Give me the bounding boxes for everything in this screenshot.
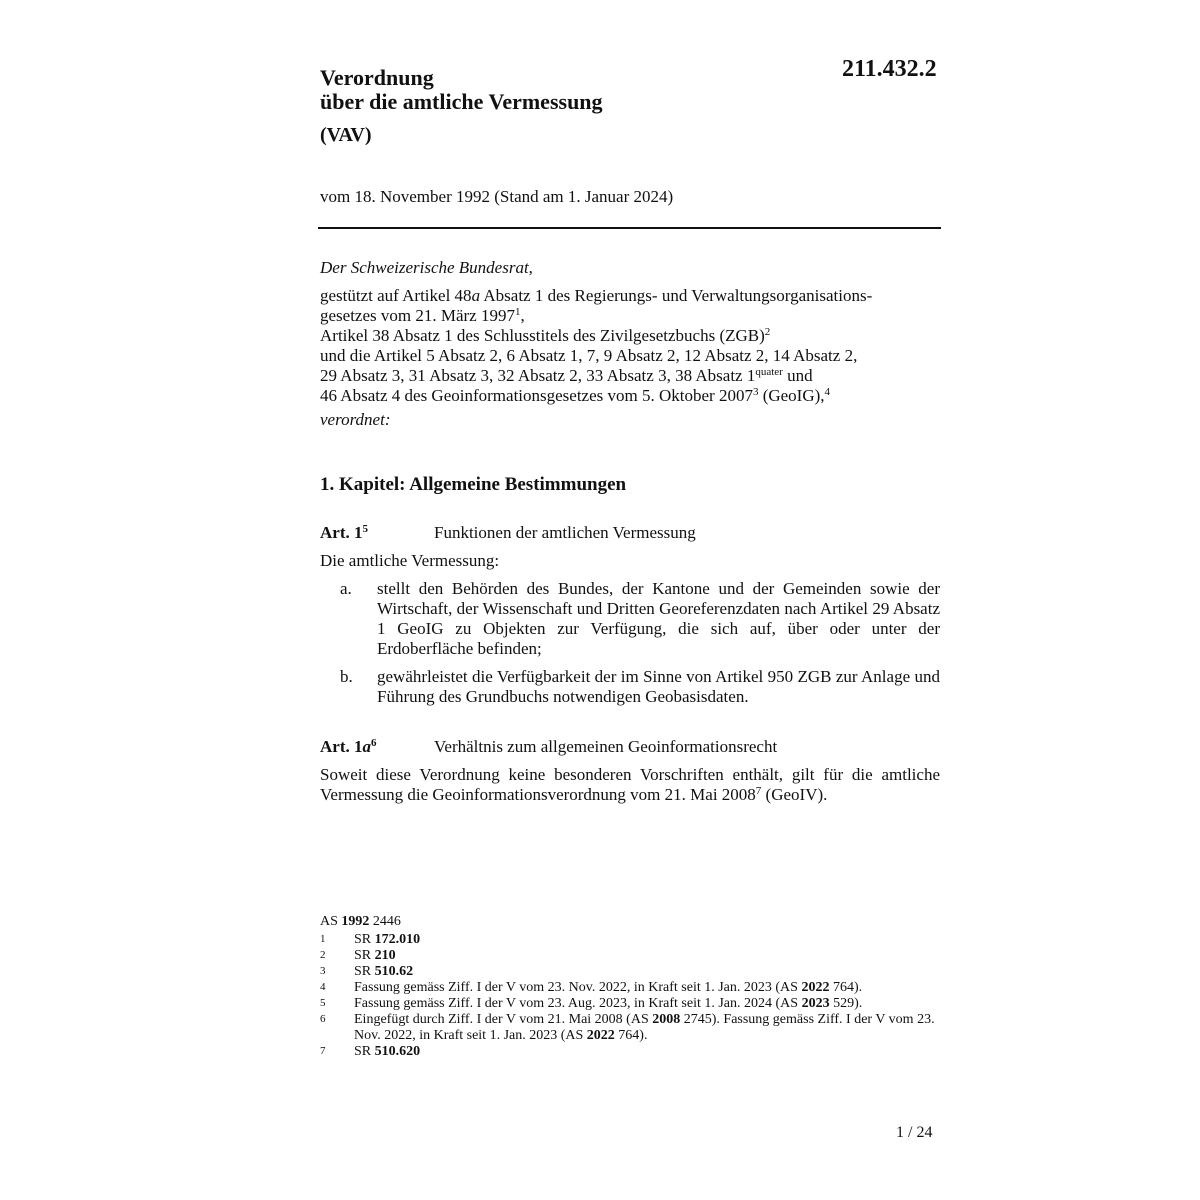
list-item-label: a. bbox=[340, 579, 352, 598]
article-title: Funktionen der amtlichen Vermessung bbox=[434, 523, 696, 542]
preamble-line: 29 Absatz 3, 31 Absatz 3, 32 Absatz 2, 33 Absatz 3, 38 Absatz $1^{quater}$ und bbox=[320, 366, 813, 385]
article-number: Art. $1^5$ bbox=[320, 523, 368, 542]
footnote-ref[interactable]: 6 bbox=[370, 737, 377, 749]
preamble-line: gesetzes vom 21. März 1997$^1$, bbox=[320, 306, 525, 325]
preamble-line: 46 Absatz 4 des Geoinformationsgesetzes vom 5. Oktober 2007$^3$ (GeoIG),$^4$ bbox=[320, 386, 831, 405]
preamble-line: gestützt auf Artikel 48a Absatz 1 des Regierungs- und Verwaltungsorganisations- bbox=[320, 286, 873, 305]
header-divider bbox=[318, 227, 941, 229]
list-item-text: gewährleistet die Verfügbarkeit der im Sinne von Artikel 950 ZGB zur Anlage und Führung des Grundbuchs notwendigen Geobasisdaten. bbox=[377, 667, 940, 706]
as-reference: AS 1992 2446 bbox=[320, 914, 401, 929]
title-line-2: über die amtliche Vermessung bbox=[320, 89, 603, 114]
abbreviation: (VAV) bbox=[320, 124, 372, 146]
footnote-ref[interactable]: 3 bbox=[752, 386, 759, 398]
footnote-item: 7 SR 510.620 bbox=[320, 1044, 421, 1059]
footnote-ref[interactable]: 5 bbox=[362, 523, 368, 535]
page-number: 1 / 24 bbox=[896, 1124, 933, 1141]
list-item-label: b. bbox=[340, 667, 353, 686]
preamble-authority: Der Schweizerische Bundesrat, bbox=[320, 258, 533, 277]
footnote-ref[interactable]: 4 bbox=[824, 386, 831, 398]
article-heading bbox=[320, 737, 940, 757]
article-title: Verhältnis zum allgemeinen Geoinformationsrecht bbox=[434, 737, 778, 756]
list-item-text: stellt den Behörden des Bundes, der Kantone und der Gemeinden sowie der Wirtschaft, der Wissenschaft und Dritten Georeferenzdaten nach Artikel 29 Absatz 1 GeoIG zu Objekten zur Verfügung, die sich auf, über oder unter der Erdoberfläche befinden; bbox=[377, 579, 940, 658]
footnote-ref[interactable]: 1 bbox=[514, 306, 521, 318]
article-heading bbox=[320, 523, 940, 543]
list-item bbox=[320, 667, 940, 707]
footnote-item: 3 SR 510.62 bbox=[320, 964, 414, 979]
footnote-item: 4 Fassung gemäss Ziff. I der V vom 23. Nov. 2022, in Kraft seit 1. Jan. 2023 (AS 2022 764). bbox=[320, 980, 863, 995]
footnotes bbox=[320, 914, 940, 1060]
article-number: Art. $1a^6$ bbox=[320, 737, 377, 756]
article-1 bbox=[320, 523, 940, 707]
footnote-item: 5 Fassung gemäss Ziff. I der V vom 23. Aug. 2023, in Kraft seit 1. Jan. 2024 (AS 2023 529). bbox=[320, 996, 863, 1011]
title-line-1: Verordnung bbox=[320, 65, 434, 90]
date-line: vom 18. November 1992 (Stand am 1. Januar 2024) bbox=[320, 187, 674, 206]
footnote-ref[interactable]: 2 bbox=[764, 326, 771, 338]
document-title bbox=[320, 66, 603, 114]
list-item bbox=[320, 579, 940, 659]
article-list bbox=[320, 579, 940, 707]
footnote-item: 2 SR 210 bbox=[320, 948, 396, 963]
chapter-heading: 1. Kapitel: Allgemeine Bestimmungen bbox=[320, 474, 627, 495]
article-text: Soweit diese Verordnung keine besonderen Vorschriften enthält, gilt für die amtliche Vermessung die Geoinformationsverordnung vom 21. Mai 2008$^7$ (GeoIV). bbox=[320, 765, 940, 804]
preamble-line: und die Artikel 5 Absatz 2, 6 Absatz 1, 7, 9 Absatz 2, 12 Absatz 2, 14 Absatz 2, bbox=[320, 346, 858, 365]
sr-number: 211.432.2 bbox=[842, 56, 937, 82]
preamble-verb: verordnet: bbox=[320, 410, 391, 429]
footnote-item: 1 SR 172.010 bbox=[320, 932, 421, 947]
footnote-ref[interactable]: 7 bbox=[755, 785, 762, 797]
preamble-line: Artikel 38 Absatz 1 des Schlusstitels des Zivilgesetzbuchs (ZGB)$^2$ bbox=[320, 326, 771, 345]
article-intro: Die amtliche Vermessung: bbox=[320, 551, 500, 570]
preamble bbox=[320, 258, 940, 430]
article-1a bbox=[320, 737, 940, 805]
footnote-item: 6 Eingefügt durch Ziff. I der V vom 21. Mai 2008 (AS 2008 2745). Fassung gemäss Ziff. I der V vom 23. Nov. 2022, in Kraft seit 1. Jan. 2023 (AS 2022 764). bbox=[320, 1012, 935, 1043]
